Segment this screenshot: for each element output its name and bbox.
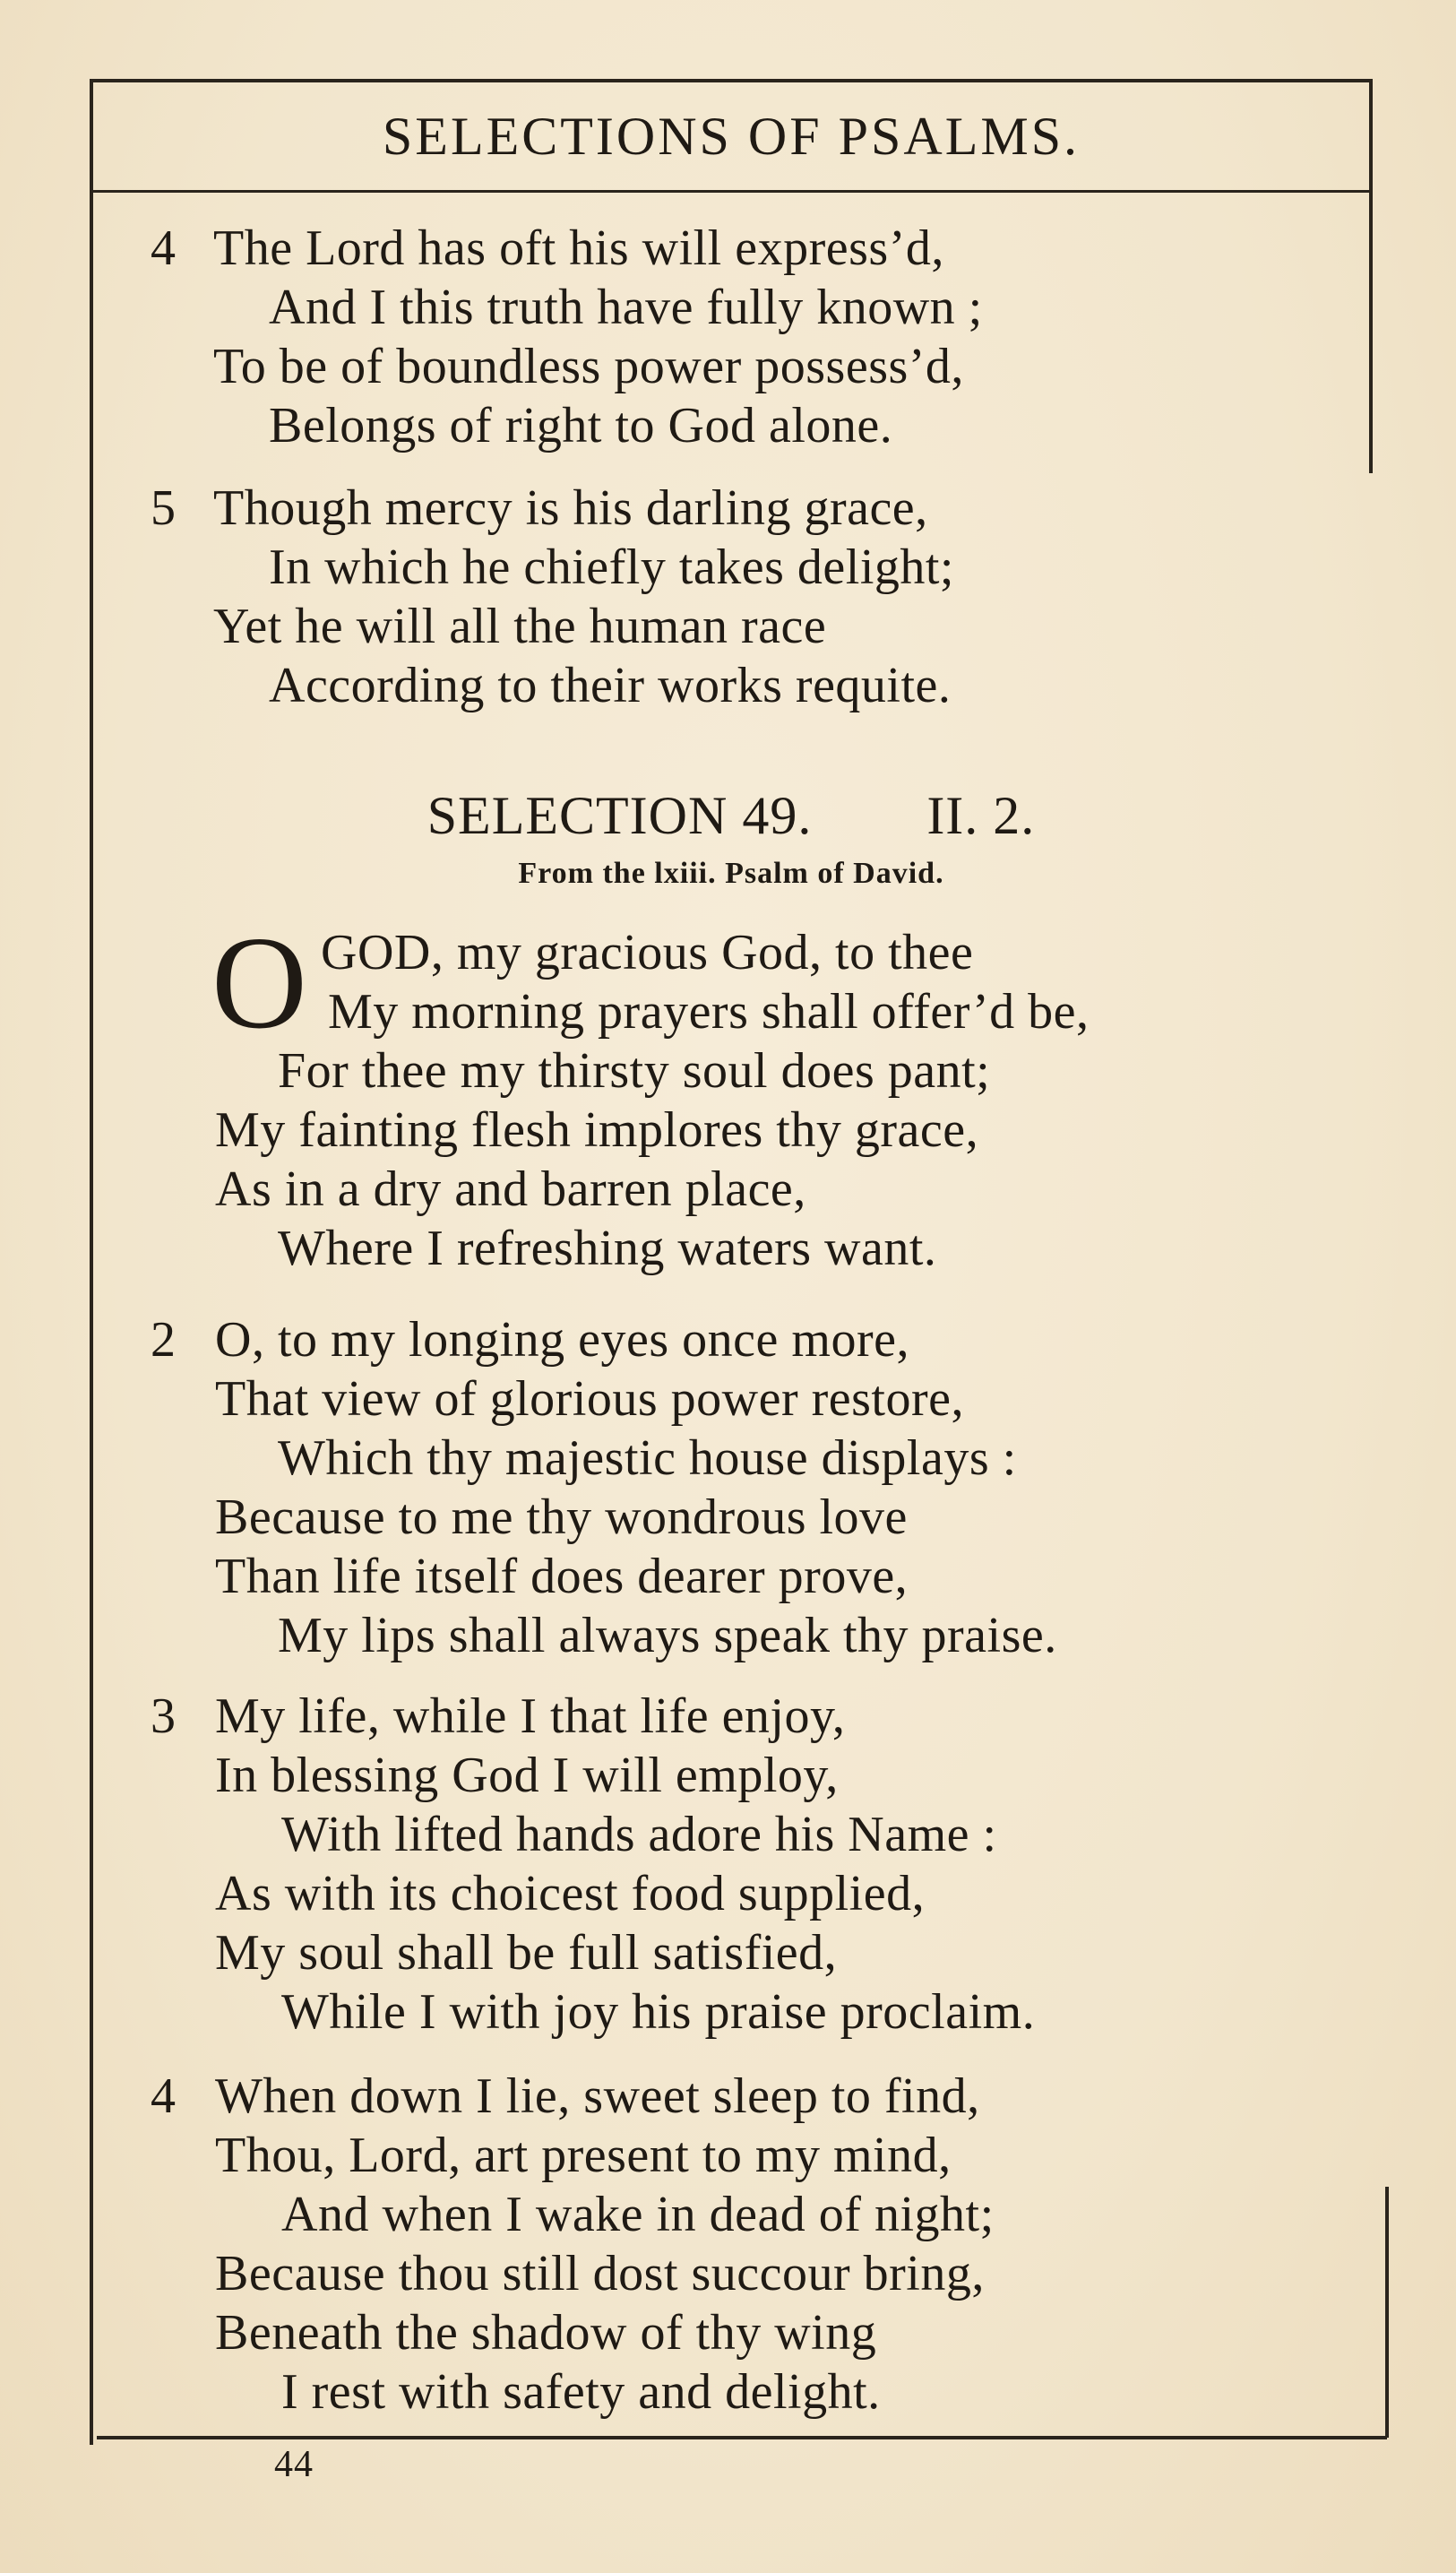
verse-number: 4 — [151, 2068, 176, 2124]
drop-cap: O — [211, 910, 307, 1057]
header-rule — [93, 190, 1371, 193]
verse-line: O, to my longing eyes once more, — [215, 1312, 909, 1368]
verse-line: Beneath the shadow of thy wing — [215, 2305, 877, 2361]
verse-line: That view of glorious power restore, — [215, 1371, 964, 1427]
verse-line: In which he chiefly takes delight; — [269, 540, 954, 595]
frame-top-rule — [90, 79, 1371, 82]
verse-line: And I this truth have fully known ; — [269, 280, 983, 335]
verse-line: Which thy majestic house displays : — [278, 1430, 1017, 1486]
frame-right-rule — [1369, 79, 1373, 473]
selection-heading — [93, 780, 1369, 851]
verse-line: And when I wake in dead of night; — [281, 2187, 995, 2242]
selection-meter: II. 2. — [926, 786, 1036, 845]
verse-line: When down I lie, sweet sleep to find, — [215, 2068, 980, 2124]
frame-left-rule — [90, 79, 93, 2445]
verse-line: Yet he will all the human race — [213, 599, 827, 654]
verse-line: My life, while I that life enjoy, — [215, 1688, 846, 1744]
verse-line: As in a dry and barren place, — [215, 1161, 806, 1217]
verse-number: 2 — [151, 1312, 176, 1368]
verse-number: 4 — [151, 220, 176, 276]
verse-line: My lips shall always speak thy praise. — [278, 1608, 1057, 1663]
verse-line: My fainting flesh implores thy grace, — [215, 1102, 979, 1158]
verse-line: In blessing God I will employ, — [215, 1748, 839, 1803]
verse-line: GOD, my gracious God, to thee — [321, 925, 974, 980]
verse-line: Though mercy is his darling grace, — [213, 480, 928, 536]
frame-right-rule-lower — [1385, 2187, 1389, 2438]
verse-line: Where I refreshing waters want. — [278, 1221, 937, 1276]
selection-subtitle: From the lxiii. Psalm of David. — [518, 857, 944, 890]
verse-number: 5 — [151, 480, 176, 536]
page-number: 44 — [274, 2444, 314, 2485]
verse-line: Belongs of right to God alone. — [269, 398, 893, 453]
verse-line: Thou, Lord, art present to my mind, — [215, 2128, 952, 2183]
frame-bottom-rule — [97, 2436, 1387, 2439]
selection-title: SELECTION 49. — [426, 786, 813, 845]
verse-line: My soul shall be full satisfied, — [215, 1925, 838, 1981]
verse-line: With lifted hands adore his Name : — [281, 1807, 997, 1862]
running-head: SELECTIONS OF PSALMS. — [382, 107, 1081, 166]
verse-line: While I with joy his praise proclaim. — [281, 1984, 1036, 2040]
verse-line: The Lord has oft his will express’d, — [213, 220, 944, 276]
verse-line: Because to me thy wondrous love — [215, 1489, 908, 1545]
verse-line: According to their works requite. — [269, 658, 952, 713]
verse-line: My morning prayers shall offer’d be, — [328, 984, 1090, 1040]
verse-line: For thee my thirsty soul does pant; — [278, 1043, 991, 1099]
verse-line: As with its choicest food supplied, — [215, 1866, 926, 1921]
verse-number: 3 — [151, 1688, 176, 1744]
verse-line: I rest with safety and delight. — [281, 2364, 881, 2420]
verse-line: To be of boundless power possess’d, — [213, 339, 964, 394]
verse-line: Because thou still dost succour bring, — [215, 2246, 985, 2301]
verse-line: Than life itself does dearer prove, — [215, 1549, 909, 1604]
